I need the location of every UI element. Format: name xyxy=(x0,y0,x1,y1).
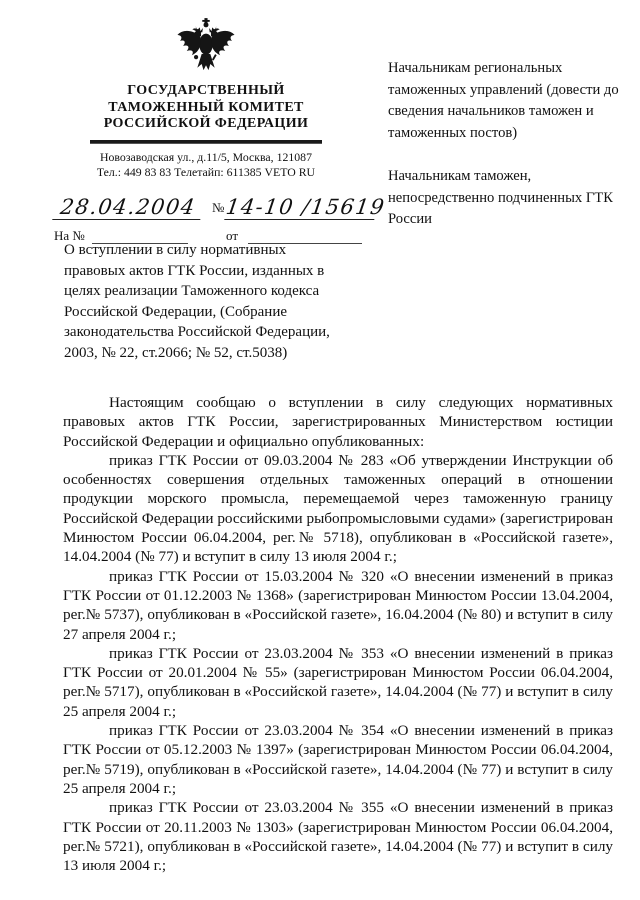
org-name-line: ТАМОЖЕННЫЙ КОМИТЕТ xyxy=(108,99,304,115)
handwritten-outgoing-number: 14-10 /15619 xyxy=(224,194,387,219)
reference-number-label: На № xyxy=(54,227,85,243)
letterhead xyxy=(40,18,387,246)
body-order-paragraph: приказ ГТК России от 09.03.2004 № 283 «Об утверждении Инструкции об особенностях совершения отдельных таможенных операций в отношении продукции морского промысла, перемещаемой через таможенную границу Российской Федерации российскими рыбопромысловыми судами» (зарегистрирован Минюстом России 06.04.2004, рег.№ 5718), опубликован в «Российской газете», 14.04.2004 (№ 77) и вступит в силу 13 июля 2004 г.; xyxy=(63,451,613,566)
date-number-row xyxy=(40,188,387,222)
body-order-paragraph: приказ ГТК России от 23.03.2004 № 354 «О внесении изменений в приказ ГТК России от 05.12.2003 № 1397» (зарегистрирован Минюстом России 06.04.2004, рег.№ 5719), опубликован в «Российской газете», 14.04.2004 (№ 77) и вступит в силу 25 апреля 2004 г.; xyxy=(63,722,613,797)
org-name-line: ГОСУДАРСТВЕННЫЙ xyxy=(127,83,285,98)
org-phone: Тел.: 449 83 83 Телетайп: 611385 VETO RU xyxy=(96,164,316,179)
org-address: Новозаводская ул., д.11/5, Москва, 121087 xyxy=(100,149,312,164)
org-name-line: РОССИЙСКОЙ ФЕДЕРАЦИИ xyxy=(103,116,309,131)
letter-subject: О вступлении в силу нормативных правовых актов ГТК России, изданных в целях реализации Таможенного кодекса Российской Федерации, (Собрание законодательства Российской Федерации, 2003, № 22, ст.2066; № 52, ст.5038) xyxy=(64,242,330,361)
body-order-paragraph: приказ ГТК России от 15.03.2004 № 320 «О внесении изменений в приказ ГТК России от 01.12.2003 № 1368» (зарегистрирован Минюстом России 13.04.2004, рег.№ 5737), опубликован в «Российской газете», 16.04.2004 (№ 80) и вступит в силу 27 апреля 2004 г.; xyxy=(63,567,613,643)
letter-body xyxy=(63,393,613,875)
letterhead-divider xyxy=(90,140,322,144)
coat-of-arms-eagle-icon xyxy=(175,18,237,79)
addressee-block-regional: Начальникам региональных таможенных управлений (довести до сведения начальников таможен и таможенных постов) xyxy=(388,60,619,141)
handwritten-date: 28.04.2004 xyxy=(52,195,204,220)
body-intro-paragraph: Настоящим сообщаю о вступлении в силу следующих нормативных правовых актов ГТК России, зарегистрированных Министерством юстиции Российской Федерации и официально опубликованных: xyxy=(63,394,613,450)
addressees xyxy=(388,58,626,231)
reference-from-label: от xyxy=(226,227,239,243)
body-order-paragraph: приказ ГТК России от 23.03.2004 № 355 «О внесении изменений в приказ ГТК России от 20.11.2003 № 1303» (зарегистрирован Минюстом России 06.04.2004, рег.№ 5721), опубликован в «Российской газете», 14.04.2004 (№ 77) и вступит в силу 13 июля 2004 г.; xyxy=(63,799,613,875)
body-order-paragraph: приказ ГТК России от 23.03.2004 № 353 «О внесении изменений в приказ ГТК России от 20.01.2004 № 55» (зарегистрирован Минюстом России 06.04.2004, рег.№ 5717), опубликован в «Российской газете», 14.04.2004 (№ 77) и вступит в силу 25 апреля 2004 г.; xyxy=(63,644,613,720)
number-sign-label: № xyxy=(212,199,225,215)
addressee-block-direct: Начальникам таможен, непосредственно подчиненных ГТК России xyxy=(388,168,613,227)
